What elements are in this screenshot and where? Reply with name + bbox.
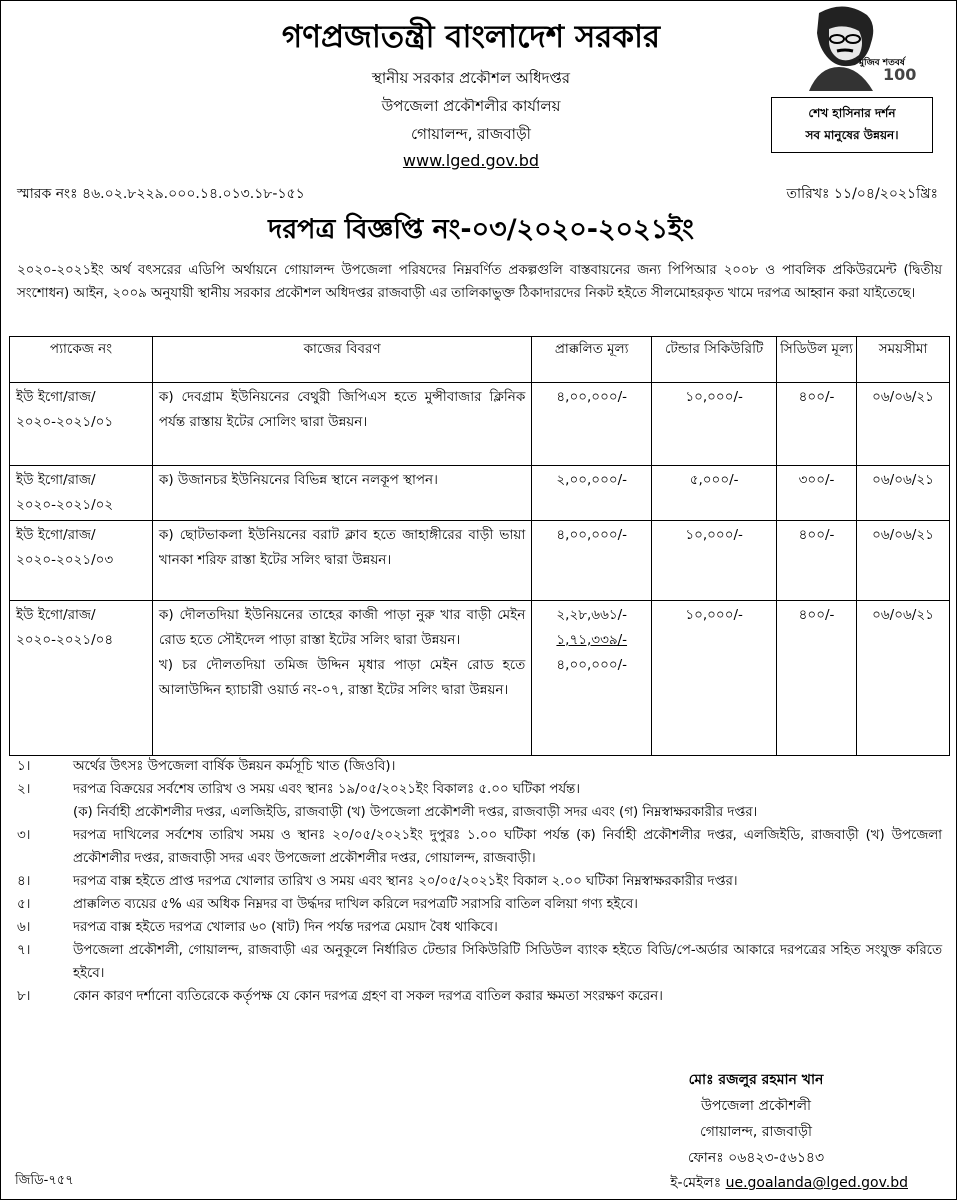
item-number: ৪। (17, 874, 31, 889)
table-row (10, 601, 950, 756)
package-table (9, 336, 950, 756)
website-link[interactable]: www.lged.gov.bd (402, 151, 540, 170)
list-item (17, 985, 942, 1008)
package-line-1: ইউ ইগো/রাজ/ (16, 607, 96, 623)
signatory-designation: উপজেলা প্রকৌশলী (700, 1098, 812, 1114)
security-cell: ১০,০০০/- (652, 601, 777, 756)
cost-total: ৪,০০,০০০/- (556, 657, 628, 673)
table-header-row (10, 337, 950, 383)
intro-paragraph: ২০২০-২০২১ইং অর্থ বৎসরের এডিপি অর্থায়নে গোয়ালন্দ উপজেলা পরিষদের নিম্নবর্ণিত প্রকল্পগুলি বাস্তবায়নের জন্য পিপিআর ২০০৮ ও পাবলিক প্রকিউরমেন্ট (দ্বিতীয় সংশোধন) আইন, ২০০৯ অনুযায়ী স্থানীয় সরকার প্রকৌশল অধিদপ্তর রাজবাড়ী এর তালিকাভুক্ত ঠিকাদারদের নিকট হইতে সীলমোহরকৃত খামে দরপত্র আহ্বান করা যাইতেছে। (17, 263, 942, 301)
package-cell (10, 601, 153, 756)
header-deadline: সময়সীমা (857, 337, 950, 383)
description-cell: ক) দেবগ্রাম ইউনিয়নের বেথুরী জিপিএস হতে মুন্সীবাজার ক্লিনিক পর্যন্ত রাস্তায় ইটের সোলিং দ্বারা উন্নয়ন। (152, 383, 531, 466)
description-cell: ক) ছোটভাকলা ইউনিয়নের বরাট ক্লাব হতে জাহাঙ্গীরের বাড়ী ভায়া খানকা শরিফ রাস্তা ইটের সলিং দ্বারা উন্নয়ন। (152, 521, 531, 601)
item-text: দরপত্র বিক্রয়ের সর্বশেষ তারিখ ও সময় এবং স্থানঃ ১৯/০৫/২০২১ইং বিকালঃ ৫.০০ ঘটিকা পর্যন্ত। (73, 782, 580, 797)
deadline-cell: ০৬/০৬/২১ (857, 521, 950, 601)
header-package: প্যাকেজ নং (10, 337, 153, 383)
list-item (17, 916, 942, 939)
letterhead (1, 1, 957, 186)
item-number: ১। (17, 759, 31, 774)
package-line-2: ২০২০-২০২১/০৩ (16, 552, 114, 568)
list-item (17, 939, 942, 985)
list-item (17, 870, 942, 893)
item-number: ৭। (17, 943, 31, 958)
item-text: দরপত্র বাক্স হইতে দরপত্র খোলার ৬০ (ষাট) দিন পর্যন্ত দরপত্র মেয়াদ বৈধ থাকিবে। (73, 920, 498, 935)
security-cell: ১০,০০০/- (652, 383, 777, 466)
item-number: ৮। (17, 989, 31, 1004)
terms-list (17, 755, 942, 1008)
email-label: ই-মেইলঃ (670, 1175, 722, 1191)
cost-cell: ৪,০০,০০০/- (532, 521, 652, 601)
list-item (17, 893, 942, 916)
gd-number: জিডি-৭৫৭ (15, 1173, 74, 1188)
mujib-centenary-text: মুজিব শতবর্ষ (859, 58, 905, 68)
package-line-1: ইউ ইগো/রাজ/ (16, 389, 96, 405)
item-text: অর্থের উৎসঃ উপজেলা বার্ষিক উন্নয়ন কর্মসূচি খাত (জিওবি)। (73, 759, 396, 774)
office-location: গোয়ালন্দ, রাজবাড়ী (411, 125, 531, 143)
table-row (10, 466, 950, 521)
item-text: দরপত্র বাক্স হইতে প্রাপ্ত দরপত্র খোলার তারিখ ও সময় এবং স্থানঃ ২০/০৫/২০২১ইং বিকাল ২.০০ ঘটিকা নিম্নস্বাক্ষরকারীর দপ্তর। (73, 874, 738, 889)
list-item (17, 824, 942, 870)
item-number: ৫। (17, 897, 31, 912)
description-cell: ক) উজানচর ইউনিয়নের বিভিন্ন স্থানে নলকূপ স্থাপন। (152, 466, 531, 521)
signature-block (621, 1067, 891, 1171)
tender-notice-title: দরপত্র বিজ্ঞপ্তি নং-০৩/২০২০-২০২১ইং (268, 214, 694, 245)
package-line-1: ইউ ইগো/রাজ/ (16, 472, 96, 488)
slogan-box (771, 97, 933, 153)
package-cell (10, 466, 153, 521)
package-line-2: ২০২০-২০২১/০৪ (16, 632, 114, 648)
item-text: প্রাক্কলিত ব্যয়ের ৫% এর অধিক নিম্নদর বা উর্দ্ধদর দাখিল করিলে দরপত্রটি সরাসরি বাতিল বলিয়া গণ্য হইবে। (73, 897, 638, 912)
header-description: কাজের বিবরণ (152, 337, 531, 383)
security-cell: ১০,০০০/- (652, 521, 777, 601)
slogan-line-1: শেখ হাসিনার দর্শন (808, 106, 896, 120)
item-subtext: (ক) নির্বাহী প্রকৌশলীর দপ্তর, এলজিইডি, রাজবাড়ী (খ) উপজেলা প্রকৌশলী দপ্তর, রাজবাড়ী সদর এবং (গ) নিম্নস্বাক্ষরকারীর দপ্তর। (73, 805, 758, 820)
schedule-cell: ৩০০/- (777, 466, 857, 521)
cost-cell (532, 601, 652, 756)
email-link[interactable]: ue.goalanda@lged.gov.bd (725, 1175, 908, 1191)
slogan-line-2: সব মানুষের উন্নয়ন। (805, 128, 899, 142)
government-title: গণপ্রজাতন্ত্রী বাংলাদেশ সরকার (281, 19, 661, 55)
cost-part-b: ১,৭১,৩৩৯/- (556, 632, 628, 648)
header-tender-security: টেন্ডার সিকিউরিটি (652, 337, 777, 383)
header-schedule-price: সিডিউল মূল্য (777, 337, 857, 383)
description-cell (152, 601, 531, 756)
package-cell (10, 521, 153, 601)
table-row (10, 383, 950, 466)
list-item (17, 755, 942, 778)
cost-part-a: ২,২৮,৬৬১/- (556, 607, 628, 623)
header-estimated-cost: প্রাক্কলিত মূল্য (532, 337, 652, 383)
schedule-cell: ৪০০/- (777, 601, 857, 756)
item-text: উপজেলা প্রকৌশলী, গোয়ালন্দ, রাজবাড়ী এর অনুকূলে নির্ধারিত টেন্ডার সিকিউরিটি সিডিউল ব্যাংক হইতে বিডি/পে-অর্ডার আকারে দরপত্রের সহিত সংযুক্ত করিতে হইবে। (73, 943, 942, 981)
schedule-cell: ৪০০/- (777, 521, 857, 601)
schedule-cell: ৪০০/- (777, 383, 857, 466)
office-name: উপজেলা প্রকৌশলীর কার্যালয় (381, 97, 561, 115)
item-text: কোন কারণ দর্শানো ব্যতিরেকে কর্তৃপক্ষ যে কোন দরপত্র গ্রহণ বা সকল দরপত্র বাতিল করার ক্ষমতা সংরক্ষণ করেন। (73, 989, 663, 1004)
issue-date: তারিখঃ ১১/০৪/২০২১খ্রিঃ (786, 186, 938, 202)
email-line (670, 1171, 908, 1195)
memo-number: স্মারক নংঃ ৪৬.০২.৮২২৯.০০০.১৪.০১৩.১৮-১৫১ (17, 186, 305, 202)
deadline-cell: ০৬/০৬/২১ (857, 383, 950, 466)
mujib-centenary-number: 100 (883, 65, 917, 84)
security-cell: ৫,০০০/- (652, 466, 777, 521)
cost-cell: ৪,০০,০০০/- (532, 383, 652, 466)
package-line-2: ২০২০-২০২১/০২ (16, 497, 114, 513)
description-part-b: খ) চর দৌলতদিয়া তমিজ উদ্দিন মৃধার পাড়া মেইন রোড হতে আলাউদ্দিন হ্যাচারী ওয়ার্ড নং-০৭, রাস্তা ইটের সলিং দ্বারা উন্নয়ন। (158, 657, 526, 698)
table-row (10, 521, 950, 601)
deadline-cell: ০৬/০৬/২১ (857, 466, 950, 521)
department-name: স্থানীয় সরকার প্রকৌশল অধিদপ্তর (371, 69, 571, 87)
deadline-cell: ০৬/০৬/২১ (857, 601, 950, 756)
item-number: ২। (17, 782, 31, 797)
package-line-2: ২০২০-২০২১/০১ (16, 414, 114, 430)
item-text: দরপত্র দাখিলের সর্বশেষ তারিখ সময় ও স্থানঃ ২০/০৫/২০২১ইং দুপুরঃ ১.০০ ঘটিকা পর্যন্ত (ক) নির্বাহী প্রকৌশলীর দপ্তর, এলজিইডি, রাজবাড়ী (খ) উপজেলা প্রকৌশলীর দপ্তর, রাজবাড়ী সদর এবং উপজেলা প্রকৌশলীর দপ্তর, গোয়ালন্দ, রাজবাড়ী। (73, 828, 942, 866)
package-cell (10, 383, 153, 466)
signatory-phone: ফোনঃ ০৬৪২৩-৫৬১৪৩ (687, 1150, 825, 1166)
list-item (17, 778, 942, 824)
cost-cell: ২,০০,০০০/- (532, 466, 652, 521)
item-number: ৩। (17, 828, 31, 843)
description-part-a: ক) দৌলতদিয়া ইউনিয়নের তাহের কাজী পাড়া নুরু খার বাড়ী মেইন রোড হতে সৌইদেল পাড়া রাস্তা ইটের সলিং দ্বারা উন্নয়ন। (158, 607, 526, 648)
package-line-1: ইউ ইগো/রাজ/ (16, 527, 96, 543)
item-number: ৬। (17, 920, 31, 935)
signatory-name: মোঃ রজলুর রহমান খান (688, 1072, 824, 1088)
signatory-location: গোয়ালন্দ, রাজবাড়ী (700, 1124, 812, 1140)
